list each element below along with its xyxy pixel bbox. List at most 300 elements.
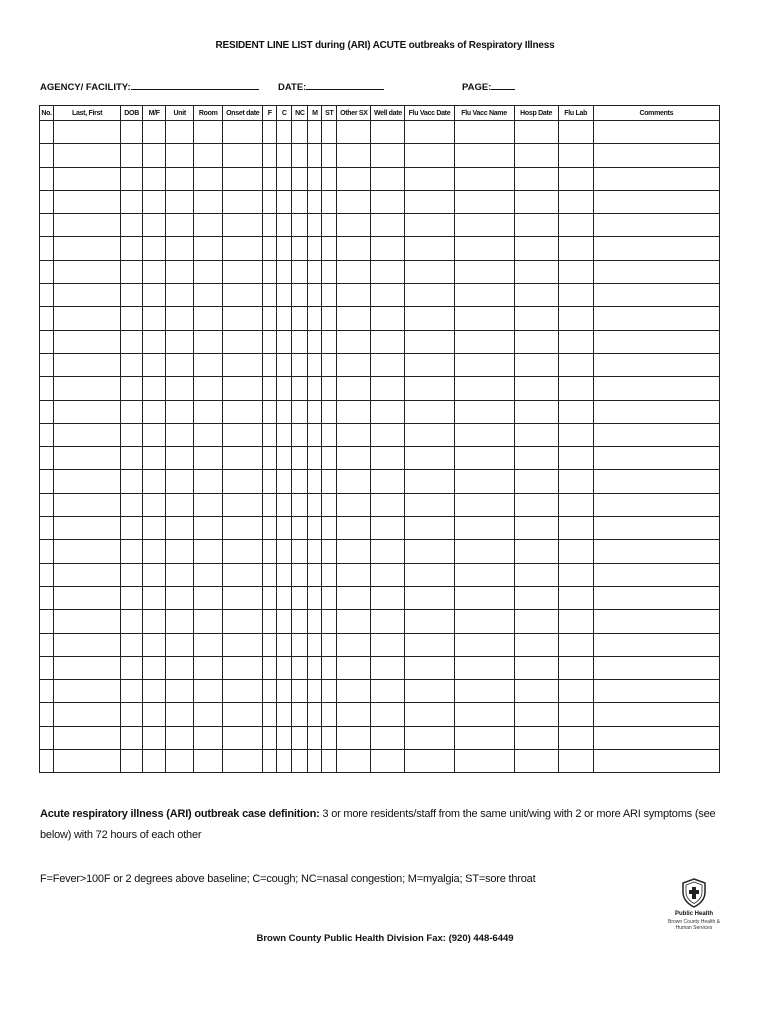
table-cell[interactable] [593,656,719,679]
table-cell[interactable] [514,656,558,679]
table-cell[interactable] [277,610,292,633]
table-cell[interactable] [223,726,263,749]
table-cell[interactable] [121,144,143,167]
table-cell[interactable] [405,633,454,656]
table-cell[interactable] [223,121,263,144]
page-blank[interactable] [491,80,515,90]
table-cell[interactable] [514,750,558,773]
table-cell[interactable] [454,517,514,540]
table-cell[interactable] [322,703,337,726]
table-cell[interactable] [166,284,194,307]
table-cell[interactable] [322,493,337,516]
table-cell[interactable] [292,656,308,679]
table-cell[interactable] [54,726,121,749]
table-cell[interactable] [454,633,514,656]
table-cell[interactable] [322,540,337,563]
table-cell[interactable] [121,400,143,423]
table-cell[interactable] [277,633,292,656]
table-cell[interactable] [322,307,337,330]
table-cell[interactable] [593,167,719,190]
table-cell[interactable] [454,750,514,773]
table-cell[interactable] [40,144,54,167]
table-cell[interactable] [292,400,308,423]
table-cell[interactable] [277,121,292,144]
table-cell[interactable] [454,237,514,260]
table-cell[interactable] [337,540,371,563]
table-cell[interactable] [194,493,223,516]
table-cell[interactable] [514,493,558,516]
table-cell[interactable] [223,167,263,190]
table-cell[interactable] [337,493,371,516]
table-cell[interactable] [558,656,593,679]
table-cell[interactable] [263,307,277,330]
table-cell[interactable] [263,750,277,773]
table-cell[interactable] [337,237,371,260]
table-cell[interactable] [514,284,558,307]
table-cell[interactable] [371,656,405,679]
table-cell[interactable] [292,680,308,703]
table-cell[interactable] [593,377,719,400]
table-cell[interactable] [292,167,308,190]
table-cell[interactable] [308,680,322,703]
table-cell[interactable] [593,563,719,586]
table-cell[interactable] [143,680,166,703]
table-cell[interactable] [263,121,277,144]
table-cell[interactable] [263,656,277,679]
table-cell[interactable] [223,493,263,516]
table-cell[interactable] [292,703,308,726]
table-cell[interactable] [514,167,558,190]
table-cell[interactable] [121,121,143,144]
table-cell[interactable] [223,447,263,470]
table-cell[interactable] [308,377,322,400]
table-cell[interactable] [514,214,558,237]
table-cell[interactable] [263,330,277,353]
table-cell[interactable] [292,517,308,540]
table-cell[interactable] [194,214,223,237]
table-cell[interactable] [337,330,371,353]
table-cell[interactable] [292,307,308,330]
table-cell[interactable] [40,726,54,749]
table-cell[interactable] [593,703,719,726]
table-cell[interactable] [166,144,194,167]
table-cell[interactable] [143,190,166,213]
table-cell[interactable] [194,307,223,330]
table-cell[interactable] [54,307,121,330]
table-cell[interactable] [593,726,719,749]
table-cell[interactable] [308,470,322,493]
table-cell[interactable] [40,377,54,400]
table-cell[interactable] [223,423,263,446]
table-cell[interactable] [292,586,308,609]
table-cell[interactable] [263,260,277,283]
table-cell[interactable] [514,400,558,423]
table-cell[interactable] [593,284,719,307]
table-cell[interactable] [593,470,719,493]
table-cell[interactable] [558,400,593,423]
table-cell[interactable] [40,563,54,586]
table-cell[interactable] [558,423,593,446]
table-cell[interactable] [405,750,454,773]
table-cell[interactable] [558,517,593,540]
table-cell[interactable] [454,726,514,749]
table-cell[interactable] [322,121,337,144]
table-cell[interactable] [454,610,514,633]
table-cell[interactable] [54,540,121,563]
table-cell[interactable] [337,517,371,540]
table-cell[interactable] [514,610,558,633]
table-cell[interactable] [143,377,166,400]
table-cell[interactable] [308,400,322,423]
table-cell[interactable] [292,633,308,656]
table-cell[interactable] [454,121,514,144]
table-cell[interactable] [371,586,405,609]
table-cell[interactable] [277,447,292,470]
table-cell[interactable] [143,260,166,283]
table-cell[interactable] [143,563,166,586]
table-cell[interactable] [223,517,263,540]
table-cell[interactable] [263,377,277,400]
table-cell[interactable] [277,330,292,353]
table-cell[interactable] [277,540,292,563]
table-cell[interactable] [337,353,371,376]
table-cell[interactable] [194,563,223,586]
table-cell[interactable] [223,540,263,563]
table-cell[interactable] [558,307,593,330]
table-cell[interactable] [371,470,405,493]
table-cell[interactable] [143,353,166,376]
table-cell[interactable] [263,447,277,470]
table-cell[interactable] [405,260,454,283]
table-cell[interactable] [514,470,558,493]
table-cell[interactable] [292,190,308,213]
table-cell[interactable] [263,214,277,237]
table-cell[interactable] [54,703,121,726]
table-cell[interactable] [337,470,371,493]
table-cell[interactable] [405,726,454,749]
table-cell[interactable] [454,167,514,190]
table-cell[interactable] [143,493,166,516]
table-cell[interactable] [40,633,54,656]
table-cell[interactable] [166,680,194,703]
table-cell[interactable] [322,237,337,260]
table-cell[interactable] [54,423,121,446]
table-cell[interactable] [322,726,337,749]
table-cell[interactable] [371,563,405,586]
table-cell[interactable] [322,144,337,167]
table-cell[interactable] [121,284,143,307]
table-cell[interactable] [263,517,277,540]
table-cell[interactable] [337,167,371,190]
table-cell[interactable] [454,144,514,167]
table-cell[interactable] [223,470,263,493]
table-cell[interactable] [121,470,143,493]
table-cell[interactable] [40,190,54,213]
table-cell[interactable] [143,726,166,749]
table-cell[interactable] [223,260,263,283]
table-cell[interactable] [514,586,558,609]
table-cell[interactable] [405,493,454,516]
table-cell[interactable] [292,144,308,167]
table-cell[interactable] [558,470,593,493]
table-cell[interactable] [166,237,194,260]
table-cell[interactable] [308,563,322,586]
table-cell[interactable] [121,703,143,726]
table-cell[interactable] [514,563,558,586]
table-cell[interactable] [40,353,54,376]
table-cell[interactable] [263,353,277,376]
table-cell[interactable] [277,680,292,703]
table-cell[interactable] [223,656,263,679]
table-cell[interactable] [514,540,558,563]
table-cell[interactable] [40,214,54,237]
table-cell[interactable] [292,470,308,493]
table-cell[interactable] [558,353,593,376]
table-cell[interactable] [54,237,121,260]
table-cell[interactable] [166,656,194,679]
table-cell[interactable] [194,423,223,446]
table-cell[interactable] [292,447,308,470]
table-cell[interactable] [308,121,322,144]
table-cell[interactable] [121,680,143,703]
table-cell[interactable] [405,237,454,260]
table-cell[interactable] [308,330,322,353]
table-cell[interactable] [292,610,308,633]
table-cell[interactable] [54,517,121,540]
table-cell[interactable] [277,703,292,726]
table-cell[interactable] [263,540,277,563]
table-cell[interactable] [371,144,405,167]
table-cell[interactable] [514,633,558,656]
table-cell[interactable] [454,190,514,213]
table-cell[interactable] [558,493,593,516]
table-cell[interactable] [277,656,292,679]
table-cell[interactable] [223,633,263,656]
table-cell[interactable] [166,470,194,493]
table-cell[interactable] [143,167,166,190]
table-cell[interactable] [40,447,54,470]
table-cell[interactable] [593,190,719,213]
table-cell[interactable] [405,400,454,423]
table-cell[interactable] [454,377,514,400]
table-cell[interactable] [292,214,308,237]
table-cell[interactable] [263,493,277,516]
table-cell[interactable] [143,610,166,633]
table-cell[interactable] [514,237,558,260]
table-cell[interactable] [593,493,719,516]
table-cell[interactable] [194,121,223,144]
table-cell[interactable] [166,190,194,213]
table-cell[interactable] [166,400,194,423]
table-cell[interactable] [371,190,405,213]
table-cell[interactable] [454,284,514,307]
table-cell[interactable] [194,703,223,726]
table-cell[interactable] [292,493,308,516]
table-cell[interactable] [277,400,292,423]
table-cell[interactable] [166,493,194,516]
table-cell[interactable] [371,447,405,470]
table-cell[interactable] [371,167,405,190]
table-cell[interactable] [40,680,54,703]
table-cell[interactable] [54,144,121,167]
table-cell[interactable] [277,563,292,586]
table-cell[interactable] [514,517,558,540]
table-cell[interactable] [593,121,719,144]
table-cell[interactable] [405,214,454,237]
table-cell[interactable] [337,586,371,609]
table-cell[interactable] [166,703,194,726]
table-cell[interactable] [121,423,143,446]
table-cell[interactable] [405,167,454,190]
table-cell[interactable] [454,656,514,679]
table-cell[interactable] [593,680,719,703]
table-cell[interactable] [593,610,719,633]
table-cell[interactable] [143,540,166,563]
table-cell[interactable] [121,330,143,353]
table-cell[interactable] [454,214,514,237]
table-cell[interactable] [405,330,454,353]
agency-facility-blank[interactable] [131,80,259,90]
table-cell[interactable] [166,121,194,144]
table-cell[interactable] [322,214,337,237]
table-cell[interactable] [166,610,194,633]
table-cell[interactable] [40,703,54,726]
table-cell[interactable] [54,330,121,353]
table-cell[interactable] [405,121,454,144]
table-cell[interactable] [121,447,143,470]
table-cell[interactable] [263,726,277,749]
table-cell[interactable] [514,190,558,213]
table-cell[interactable] [558,167,593,190]
table-cell[interactable] [593,400,719,423]
table-cell[interactable] [371,377,405,400]
table-cell[interactable] [322,633,337,656]
table-cell[interactable] [593,330,719,353]
table-cell[interactable] [405,680,454,703]
table-cell[interactable] [454,353,514,376]
table-cell[interactable] [405,703,454,726]
table-cell[interactable] [558,190,593,213]
table-cell[interactable] [40,400,54,423]
table-cell[interactable] [40,167,54,190]
table-cell[interactable] [308,633,322,656]
table-cell[interactable] [405,353,454,376]
table-cell[interactable] [337,121,371,144]
table-cell[interactable] [40,423,54,446]
table-cell[interactable] [405,540,454,563]
table-cell[interactable] [194,284,223,307]
table-cell[interactable] [40,470,54,493]
table-cell[interactable] [143,517,166,540]
table-cell[interactable] [405,656,454,679]
table-cell[interactable] [405,284,454,307]
table-cell[interactable] [54,214,121,237]
table-cell[interactable] [194,353,223,376]
table-cell[interactable] [514,307,558,330]
table-cell[interactable] [558,703,593,726]
table-cell[interactable] [593,144,719,167]
table-cell[interactable] [405,517,454,540]
table-cell[interactable] [514,353,558,376]
table-cell[interactable] [308,307,322,330]
table-cell[interactable] [277,167,292,190]
table-cell[interactable] [337,400,371,423]
table-cell[interactable] [308,260,322,283]
table-cell[interactable] [371,400,405,423]
table-cell[interactable] [405,563,454,586]
table-cell[interactable] [194,517,223,540]
table-cell[interactable] [194,656,223,679]
table-cell[interactable] [194,237,223,260]
table-cell[interactable] [454,493,514,516]
table-cell[interactable] [337,680,371,703]
table-cell[interactable] [308,423,322,446]
table-cell[interactable] [593,540,719,563]
table-cell[interactable] [593,423,719,446]
table-cell[interactable] [54,633,121,656]
table-cell[interactable] [54,493,121,516]
table-cell[interactable] [308,167,322,190]
table-cell[interactable] [54,680,121,703]
table-cell[interactable] [337,563,371,586]
table-cell[interactable] [143,750,166,773]
table-cell[interactable] [277,750,292,773]
table-cell[interactable] [308,610,322,633]
table-cell[interactable] [558,563,593,586]
table-cell[interactable] [405,190,454,213]
table-cell[interactable] [143,423,166,446]
table-cell[interactable] [593,307,719,330]
table-cell[interactable] [558,144,593,167]
table-cell[interactable] [558,540,593,563]
table-cell[interactable] [514,423,558,446]
table-cell[interactable] [166,423,194,446]
table-cell[interactable] [121,260,143,283]
table-cell[interactable] [277,237,292,260]
table-cell[interactable] [322,447,337,470]
table-cell[interactable] [514,260,558,283]
table-cell[interactable] [223,237,263,260]
table-cell[interactable] [143,470,166,493]
table-cell[interactable] [337,214,371,237]
table-cell[interactable] [593,633,719,656]
table-cell[interactable] [454,447,514,470]
table-cell[interactable] [337,260,371,283]
table-cell[interactable] [194,377,223,400]
table-cell[interactable] [121,377,143,400]
table-cell[interactable] [54,377,121,400]
table-cell[interactable] [40,307,54,330]
table-cell[interactable] [223,330,263,353]
table-cell[interactable] [322,353,337,376]
table-cell[interactable] [54,260,121,283]
table-cell[interactable] [514,377,558,400]
table-cell[interactable] [121,610,143,633]
table-cell[interactable] [593,517,719,540]
table-cell[interactable] [322,260,337,283]
table-cell[interactable] [40,284,54,307]
table-cell[interactable] [558,726,593,749]
table-cell[interactable] [558,330,593,353]
table-cell[interactable] [337,144,371,167]
table-cell[interactable] [308,144,322,167]
table-cell[interactable] [223,680,263,703]
table-cell[interactable] [277,284,292,307]
table-cell[interactable] [593,353,719,376]
table-cell[interactable] [454,260,514,283]
table-cell[interactable] [454,680,514,703]
table-cell[interactable] [558,121,593,144]
